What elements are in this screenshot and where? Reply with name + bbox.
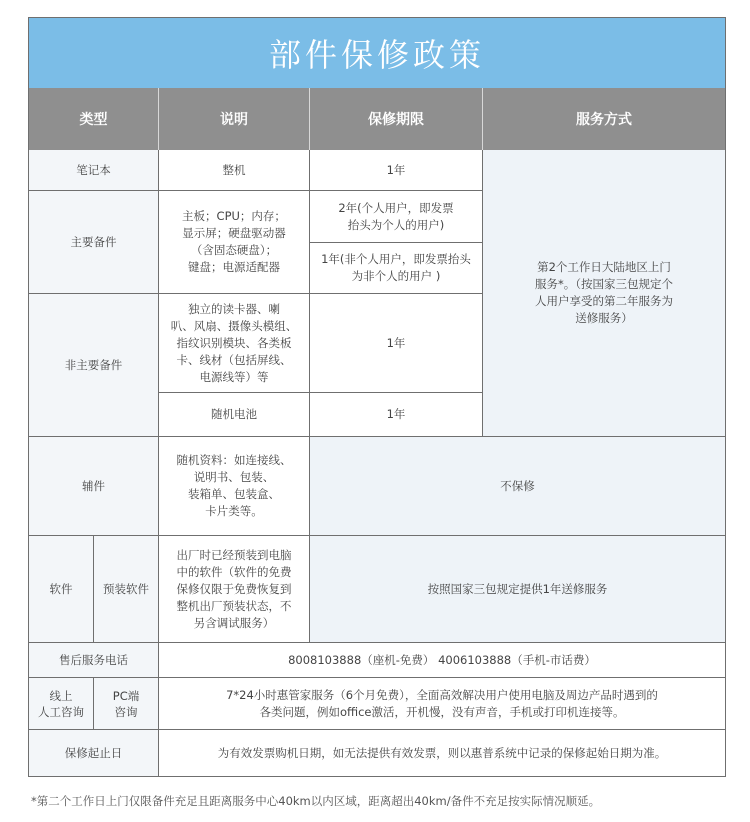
value-online-consult: 7*24小时惠管家服务（6个月免费），全面高效解决用户使用电脑及周边产品时遇到的 各类问题，例如office激活，开机慢，没有声音，手机或打印机连接等。 xyxy=(159,678,725,730)
header-service-method: 服务方式 xyxy=(576,112,632,128)
service-software: 按照国家三包规定提供1年送修服务 xyxy=(310,536,725,643)
period-main-parts-personal: 2年(个人用户，即发票 抬头为个人的用户) xyxy=(310,191,483,243)
desc-battery: 随机电池 xyxy=(159,393,310,437)
desc-main-parts: 主板；CPU；内存； 显示屏；硬盘驱动器 （含固态硬盘）； 键盘；电源适配器 xyxy=(159,191,310,294)
page-title: 部件保修政策 xyxy=(29,18,725,88)
service-accessories: 不保修 xyxy=(310,437,725,536)
header-description: 说明 xyxy=(159,88,310,150)
value-hotline: 8008103888（座机-免费） 4006103888（手机-市话费） xyxy=(159,643,725,678)
label-warranty-start: 保修起止日 xyxy=(29,730,159,776)
type-accessories: 辅件 xyxy=(29,437,159,536)
header-type: 类型 xyxy=(29,88,159,150)
type-software: 软件 xyxy=(29,536,94,643)
label-hotline: 售后服务电话 xyxy=(29,643,159,678)
warranty-policy-table xyxy=(28,17,726,777)
period-battery: 1年 xyxy=(310,393,483,437)
desc-nonmain-parts: 独立的读卡器、喇 叭、风扇、摄像头模组、 指纹识别模块、各类板 卡、线材（包括屏线、 电源线等）等 xyxy=(159,294,310,393)
desc-notebook: 整机 xyxy=(159,150,310,191)
footnote: *第二个工作日上门仅限备件充足且距离服务中心40km以内区域，距离超出40km/备件不充足按实际情况顺延。 xyxy=(31,794,601,808)
value-warranty-start: 为有效发票购机日期，如无法提供有效发票，则以惠普系统中记录的保修起始日期为准。 xyxy=(159,730,725,776)
type-nonmain-parts: 非主要备件 xyxy=(29,294,159,437)
sublabel-pc-consult: PC端 咨询 xyxy=(94,678,159,730)
period-notebook: 1年 xyxy=(310,150,483,191)
service-method-onsite: 第2个工作日大陆地区上门 服务*。（按国家三包规定个 人用户享受的第二年服务为 送修服务） xyxy=(483,150,725,437)
label-online-consult: 线上 人工咨询 xyxy=(29,678,94,730)
type-notebook: 笔记本 xyxy=(29,150,159,191)
period-nonmain-parts: 1年 xyxy=(310,294,483,393)
table-header-row xyxy=(29,88,725,150)
desc-accessories: 随机资料：如连接线、 说明书、包装、 装箱单、包装盒、 卡片类等。 xyxy=(159,437,310,536)
period-main-parts-nonpersonal: 1年(非个人用户，即发票抬头 为非个人的用户 ) xyxy=(310,243,483,294)
subtype-preinstalled-software: 预装软件 xyxy=(94,536,159,643)
type-main-parts: 主要备件 xyxy=(29,191,159,294)
desc-software: 出厂时已经预装到电脑 中的软件（软件的免费 保修仅限于免费恢复到 整机出厂预装状态，不 另含调试服务） xyxy=(159,536,310,643)
header-warranty-period: 保修期限 xyxy=(310,88,483,150)
